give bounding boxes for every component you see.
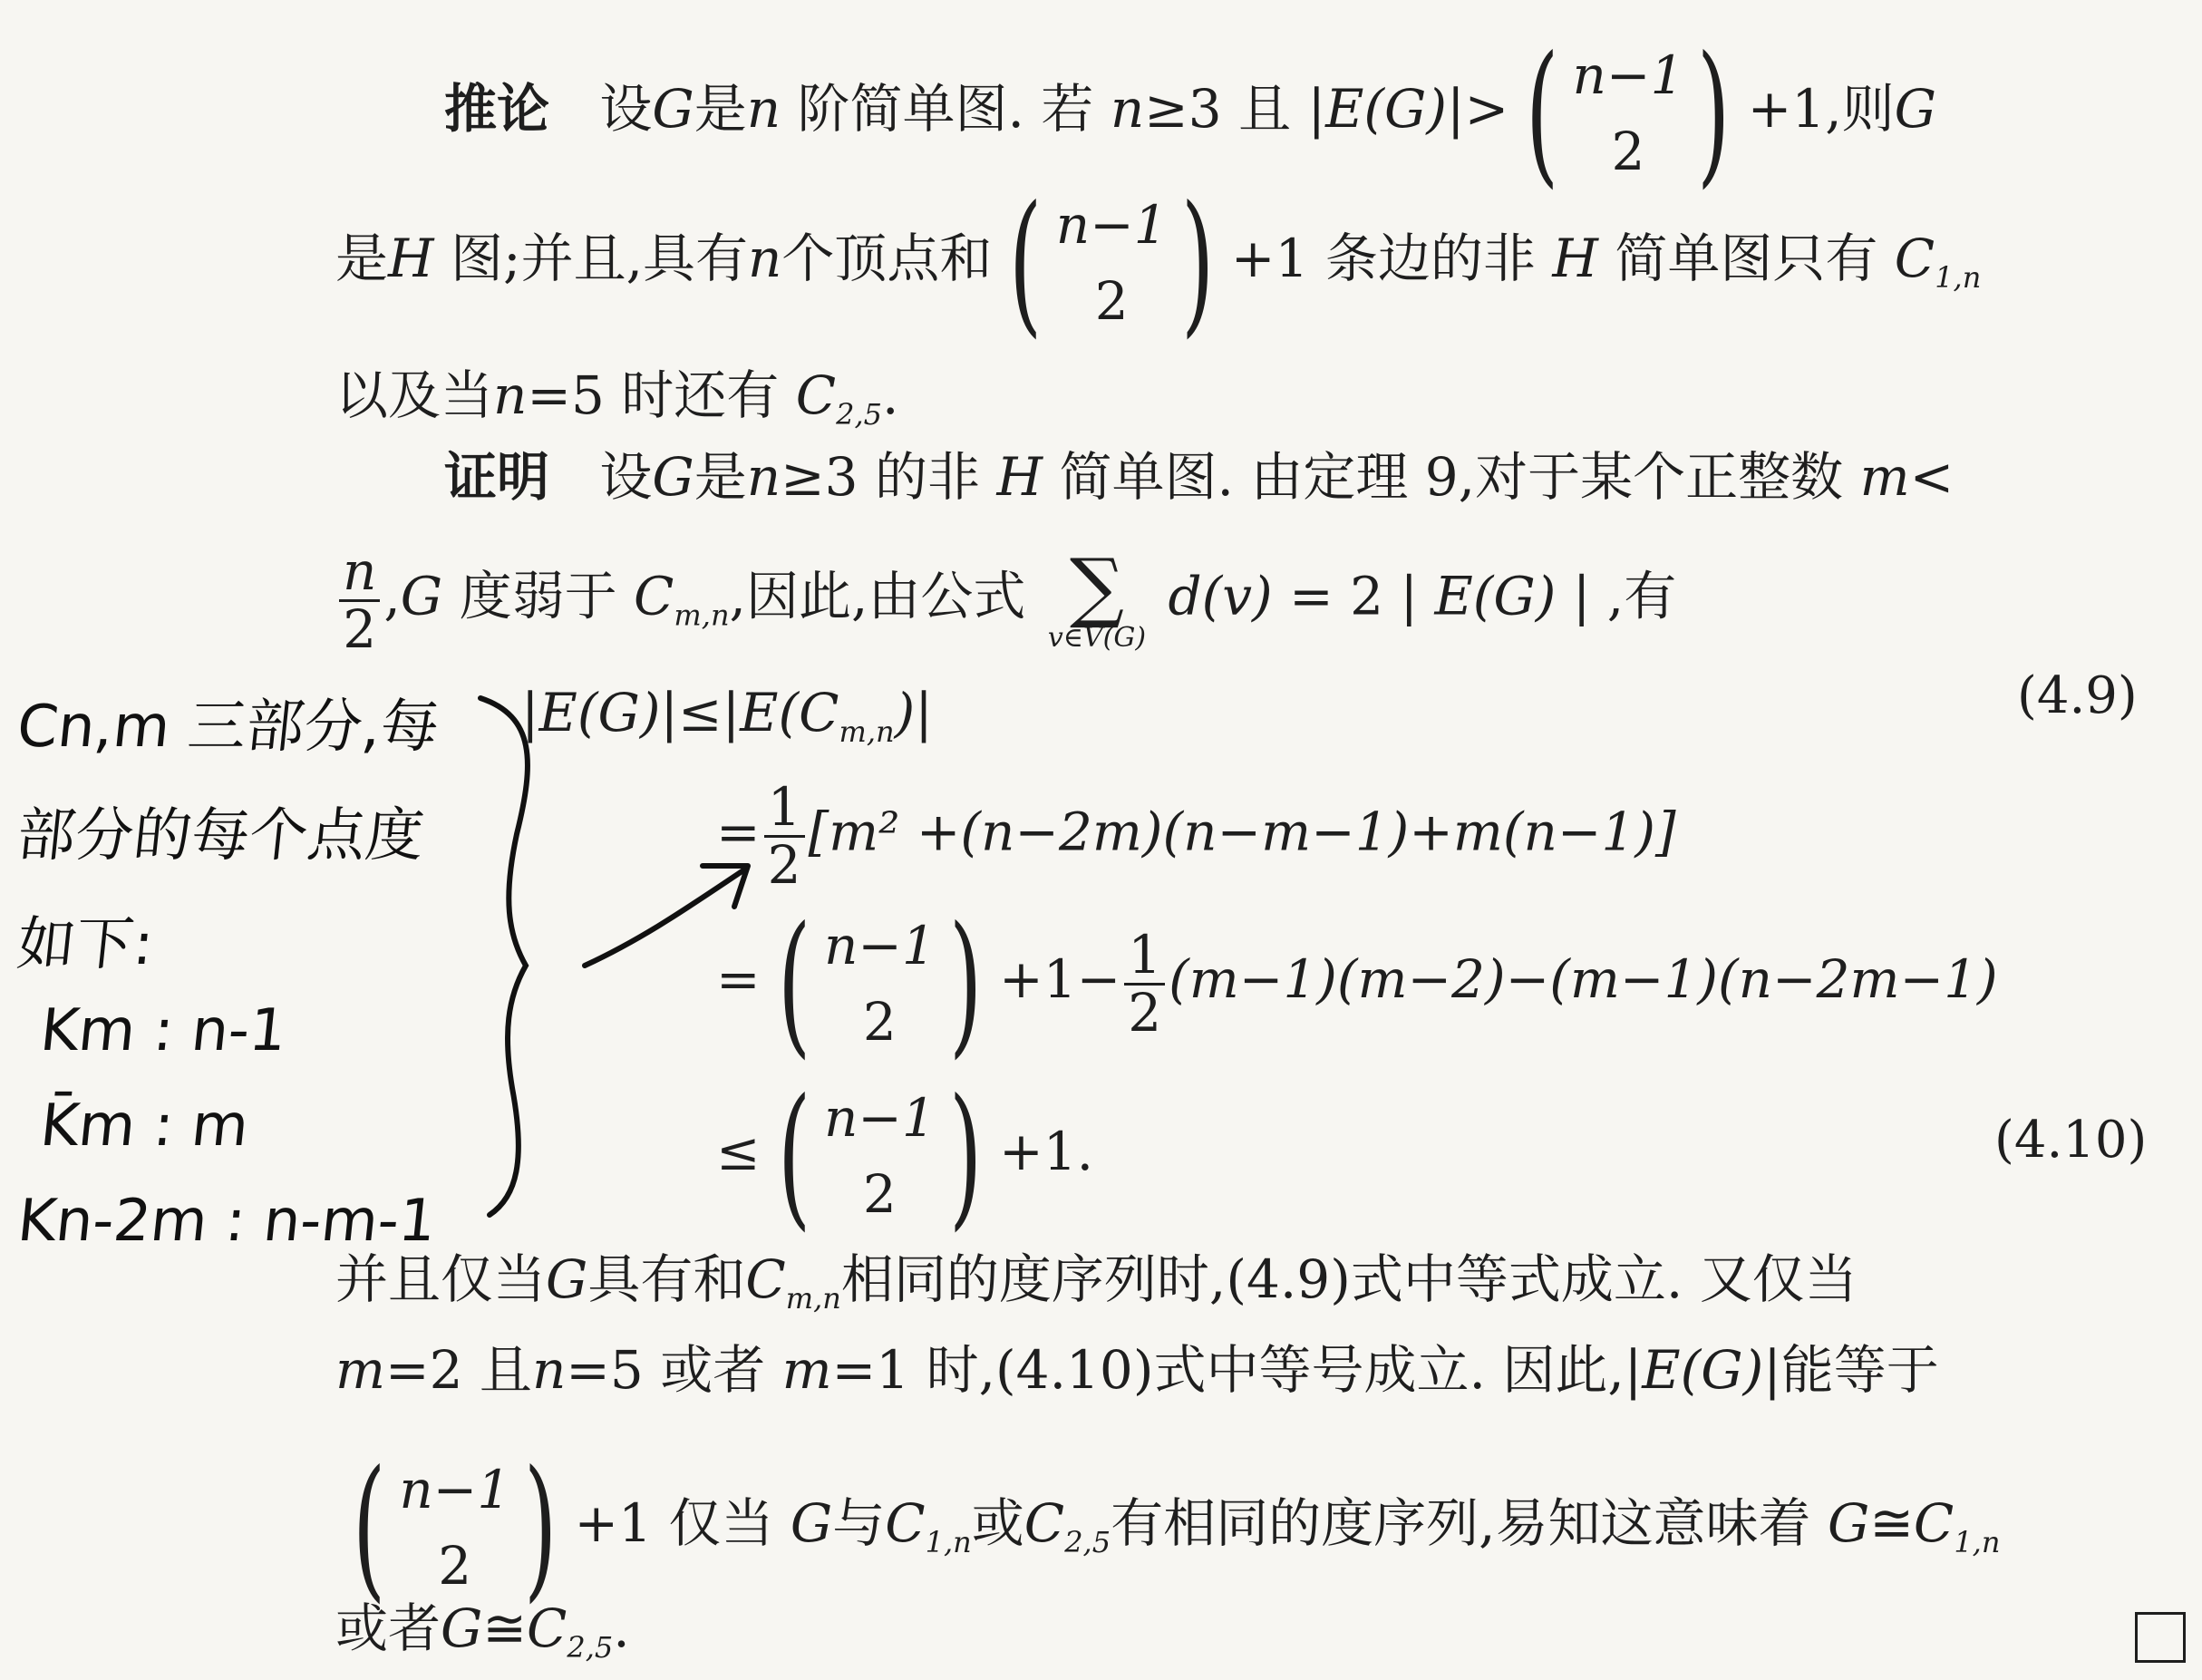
handwritten-note-line-2: 部分的每个点度 [14, 802, 428, 869]
proof-line-2: $\frac{n}{2}$ ,G 度弱于 $C_{m,n}$,因此,由公式 ∑ v∈V(G) d(v) = 2 | E(G) | ,有 [335, 544, 1676, 657]
proof-label: 证明 [444, 446, 550, 508]
equation-line-2: = $\frac{1}{2}$ [m² +(n−2m)(n−m−1)+m(n−1)] [716, 776, 1676, 896]
corollary-line-1: 推论 设G是n 阶简单图. 若 n≥3 且 |E(G)|> ( n−1 2 ) +1,则G [444, 24, 1936, 203]
binomial: ( n−1 2 ) [352, 1438, 558, 1617]
handwritten-note-line-6: Kn-2m : n-m-1 [15, 1188, 440, 1255]
proof-line-1: 证明 设G是n≥3 的非 H 简单图. 由定理 9,对于某个正整数 m< [444, 446, 1955, 508]
handwritten-note-line-4: Km : n-1 [37, 997, 290, 1064]
equation-number-4-9: (4.9) [2017, 666, 2138, 725]
corollary-line-2: 是H 图;并且,具有n个顶点和 ( n−1 2 ) +1 条边的非 H 简单图只有 $C_{1,n}$ [335, 173, 1982, 353]
handwritten-note-line-3: 如下: [14, 911, 157, 978]
proof-line-4: m=2 且n=5 或者 m=1 时,(4.10)式中等号成立. 因此,|E(G)|能等于 [335, 1339, 1939, 1401]
proof-line-3: 并且仅当G具有和$C_{m,n}$相同的度序列时,(4.9)式中等式成立. 又仅当 [335, 1248, 1858, 1316]
binomial: ( n−1 2 ) [1526, 24, 1731, 203]
fraction-half: $\frac{1}{2}$ [764, 780, 805, 893]
fraction-half: $\frac{1}{2}$ [1124, 927, 1165, 1041]
binomial: ( n−1 2 ) [1009, 173, 1214, 353]
equation-4-10: ≤ ( n−1 2 ) +1. [716, 1066, 1094, 1246]
handwritten-note-line-5: K̄m : m [37, 1092, 252, 1160]
summation: ∑ v∈V(G) [1047, 542, 1147, 655]
corollary-label: 推论 [444, 78, 550, 141]
arrow-line [585, 870, 743, 966]
curly-brace [480, 698, 528, 1215]
proof-line-6: 或者$G≅C_{2,5}$. [335, 1597, 630, 1665]
handwritten-note-line-1: Cn,m 三部分,每 [14, 694, 442, 761]
fraction-n-over-2: $\frac{n}{2}$ [339, 544, 380, 657]
equation-number-4-10: (4.10) [1994, 1111, 2148, 1170]
binomial: ( n−1 2 ) [777, 894, 983, 1073]
equation-line-3: = ( n−1 2 ) +1− $\frac{1}{2}$ (m−1)(m−2)−(m−1)(n−2m−1) [716, 894, 1998, 1073]
equation-4-9: $|E(G)|\le|E(C_{m,n})|$ [521, 682, 933, 749]
proof-line-5: ( n−1 2 ) +1 仅当 G与$C_{1,n}$或$C_{2,5}$有相同的度序列,易知这意味着 $G≅C_{1,n}$ [335, 1451, 2000, 1605]
binomial: ( n−1 2 ) [777, 1066, 983, 1246]
corollary-line-3: 以及当n=5 时还有 $C_{2,5}$. [335, 364, 899, 432]
